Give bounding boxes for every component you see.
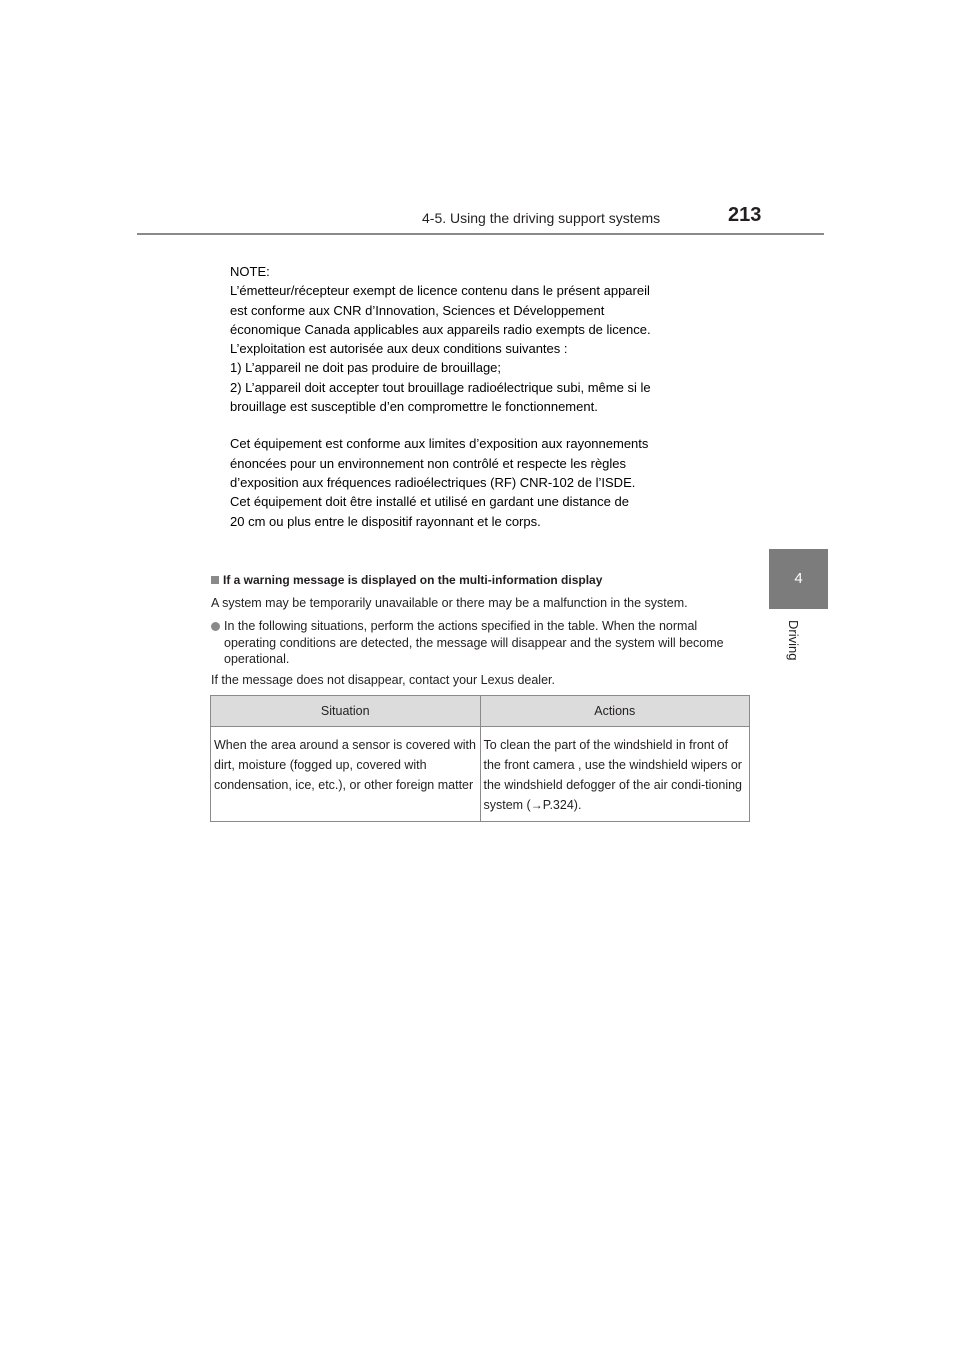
notice-line: 1) L’appareil ne doit pas produire de brouillage; [230,360,502,376]
page-number: 213 [728,204,762,226]
arrow-right-icon: → [530,798,543,812]
header-section-title: 4-5. Using the driving support systems [422,210,661,226]
situation-cell: When the area around a sensor is covered with dirt, moisture (fogged up, covered with condensation, ice, etc.), or other foreign matter [211,727,481,822]
table-row [211,727,750,822]
page-reference-link[interactable]: P.324). [542,798,582,812]
notice-line: brouillage est susceptible d’en compromettre le fonctionnement. [230,399,598,415]
dealer-paragraph: If the message does not disappear, contact your Lexus dealer. [211,673,555,687]
square-bullet-icon [211,576,219,584]
column-header-actions: Actions [480,696,750,727]
section-heading [211,573,602,587]
section-heading-text: If a warning message is displayed on the multi-information display [223,573,603,587]
notice-line: 2) L’appareil doit accepter tout brouillage radioélectrique subi, même si le [230,379,651,395]
round-bullet-icon [211,622,220,631]
notice-line: L’exploitation est autorisée aux deux conditions suivantes : [230,341,568,357]
intro-paragraph: A system may be temporarily unavailable or there may be a malfunction in the system. [211,596,688,610]
bullet-item [211,618,741,668]
actions-cell [480,727,750,822]
chapter-tab[interactable]: 4 [769,549,828,609]
bullet-text: In the following situations, perform the actions specified in the table. When the normal operating conditions are detected, the message will disappear and the system will become operational. [224,619,724,666]
notice-line: d’exposition aux fréquences radioélectriques (RF) CNR-102 de l’ISDE. [230,474,636,490]
notice-spacer [230,416,750,434]
notice-line: Cet équipement doit être installé et utilisé en gardant une distance de [230,494,629,510]
notice-line: L’émetteur/récepteur exempt de licence contenu dans le présent appareil [230,283,650,299]
table-header-row [211,696,750,727]
situation-actions-table [210,695,750,822]
notice-line: est conforme aux CNR d’Innovation, Sciences et Développement [230,302,605,318]
notice-line: énoncées pour un environnement non contrôlé et respecte les règles [230,455,627,471]
notice-line: économique Canada applicables aux appareils radio exempts de licence. [230,321,651,337]
header-divider [137,233,824,235]
regulatory-notice [230,262,750,531]
notice-line: NOTE: [230,264,270,279]
notice-line: 20 cm ou plus entre le dispositif rayonnant et le corps. [230,513,541,529]
column-header-situation: Situation [211,696,481,727]
chapter-tab-label: Driving [786,620,801,661]
action-text: To clean the part of the windshield in front of the front camera , use the windshield wipers or the windshield defogger of the air condi-tioning system ( [483,738,743,812]
notice-line: Cet équipement est conforme aux limites d’exposition aux rayonnements [230,436,649,452]
